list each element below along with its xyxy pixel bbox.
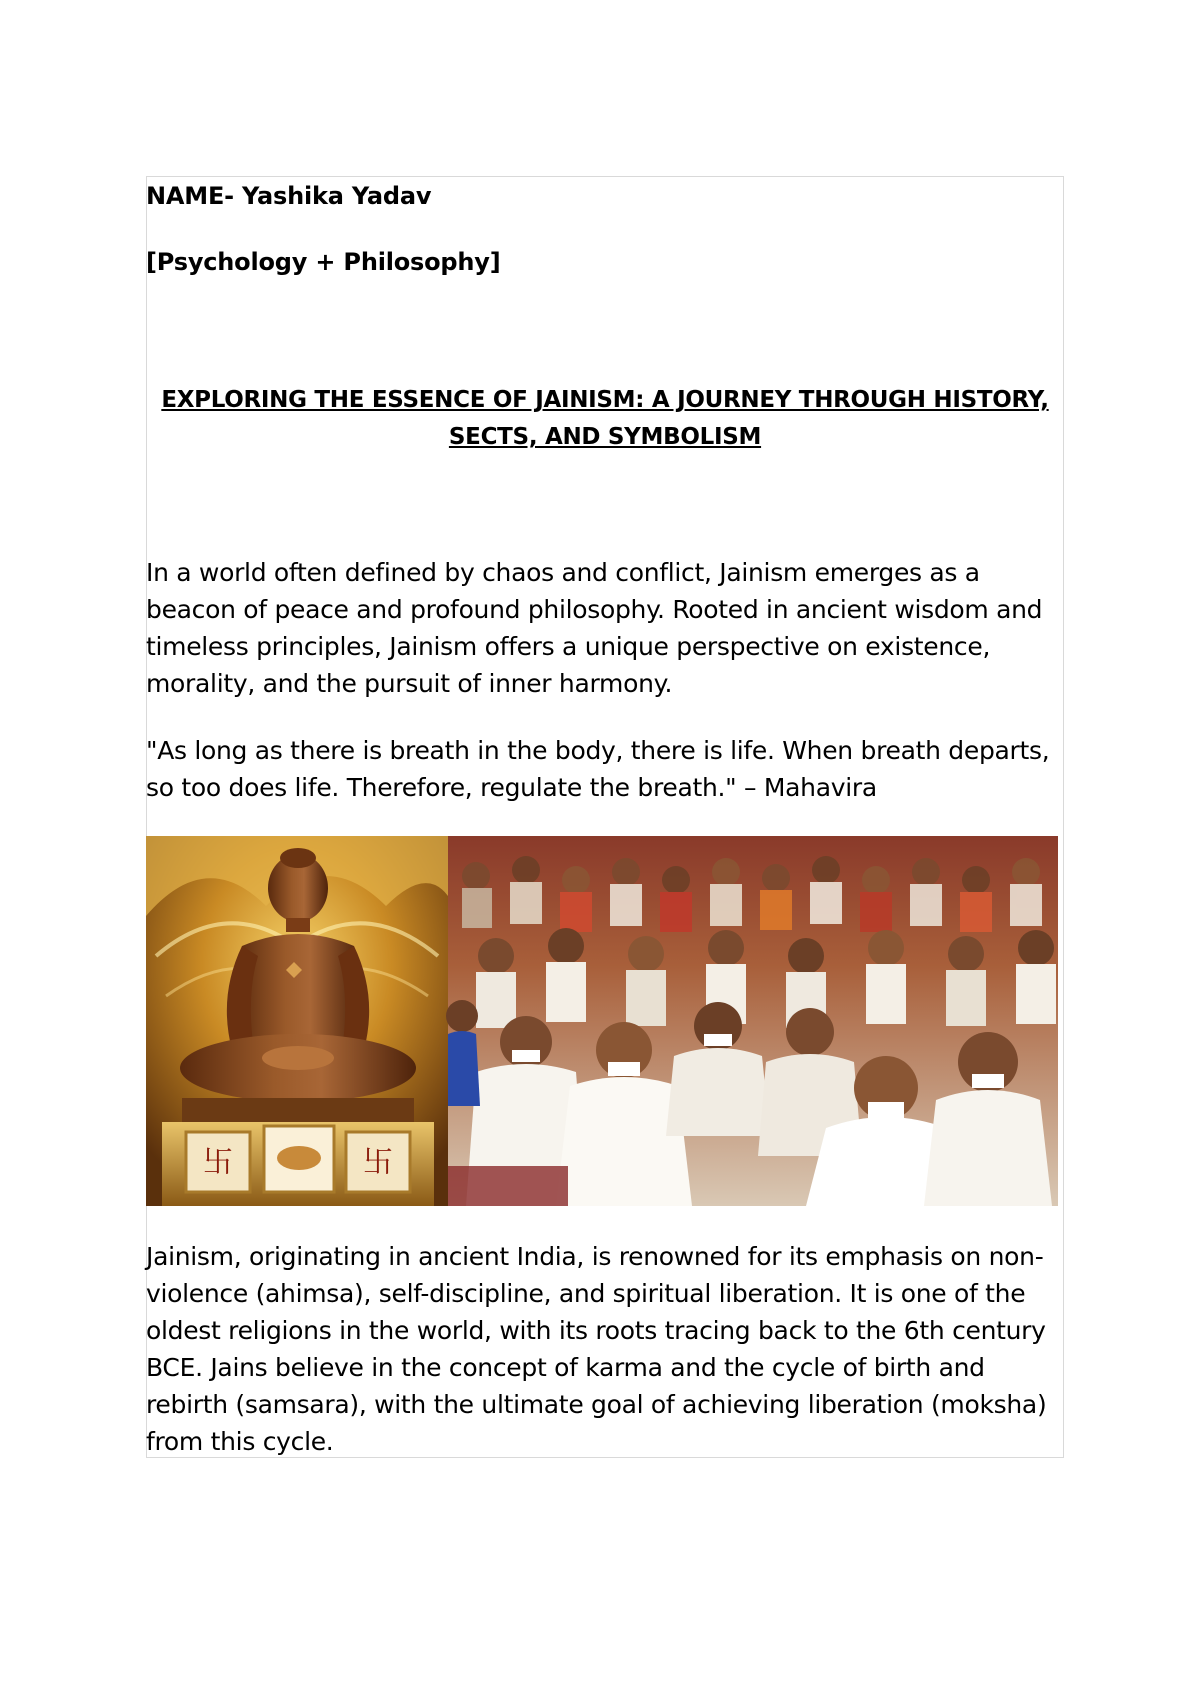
document-title xyxy=(146,382,1064,456)
svg-text:卐: 卐 xyxy=(363,1145,393,1180)
paragraph-line: rebirth (samsara), with the ultimate goal of achieving liberation (moksha) xyxy=(146,1390,1047,1419)
paragraph-line: BCE. Jains believe in the concept of karma and the cycle of birth and xyxy=(146,1353,985,1382)
title-line: SECTS, AND SYMBOLISM xyxy=(448,424,762,450)
paragraph-line: from this cycle. xyxy=(146,1427,334,1456)
subject-line: [Psychology + Philosophy] xyxy=(146,248,501,276)
paragraph-line: In a world often defined by chaos and conflict, Jainism emerges as a xyxy=(146,558,980,587)
paragraph-line: "As long as there is breath in the body, there is life. When breath departs, xyxy=(146,736,1050,765)
paragraph-line: so too does life. Therefore, regulate the breath." – Mahavira xyxy=(146,773,877,802)
intro-paragraph xyxy=(146,554,1064,702)
paragraph-line: beacon of peace and profound philosophy. Rooted in ancient wisdom and xyxy=(146,595,1043,624)
paragraph-line: violence (ahimsa), self-discipline, and spiritual liberation. It is one of the xyxy=(146,1279,1026,1308)
tirthankara-statue-image xyxy=(146,836,448,1206)
quote-paragraph xyxy=(146,732,1064,806)
paragraph-line: Jainism, originating in ancient India, is renowned for its emphasis on non- xyxy=(146,1242,1044,1271)
title-line: EXPLORING THE ESSENCE OF JAINISM: A JOURNEY THROUGH HISTORY, xyxy=(161,387,1049,413)
photo-collage xyxy=(146,836,1058,1206)
author-name: NAME- Yashika Yadav xyxy=(146,182,432,210)
paragraph-line: oldest religions in the world, with its roots tracing back to the 6th century xyxy=(146,1316,1046,1345)
svg-text:卐: 卐 xyxy=(203,1145,233,1180)
body-paragraph xyxy=(146,1238,1064,1460)
paragraph-line: morality, and the pursuit of inner harmony. xyxy=(146,669,673,698)
jain-gathering-image xyxy=(446,836,1058,1206)
paragraph-line: timeless principles, Jainism offers a unique perspective on existence, xyxy=(146,632,991,661)
